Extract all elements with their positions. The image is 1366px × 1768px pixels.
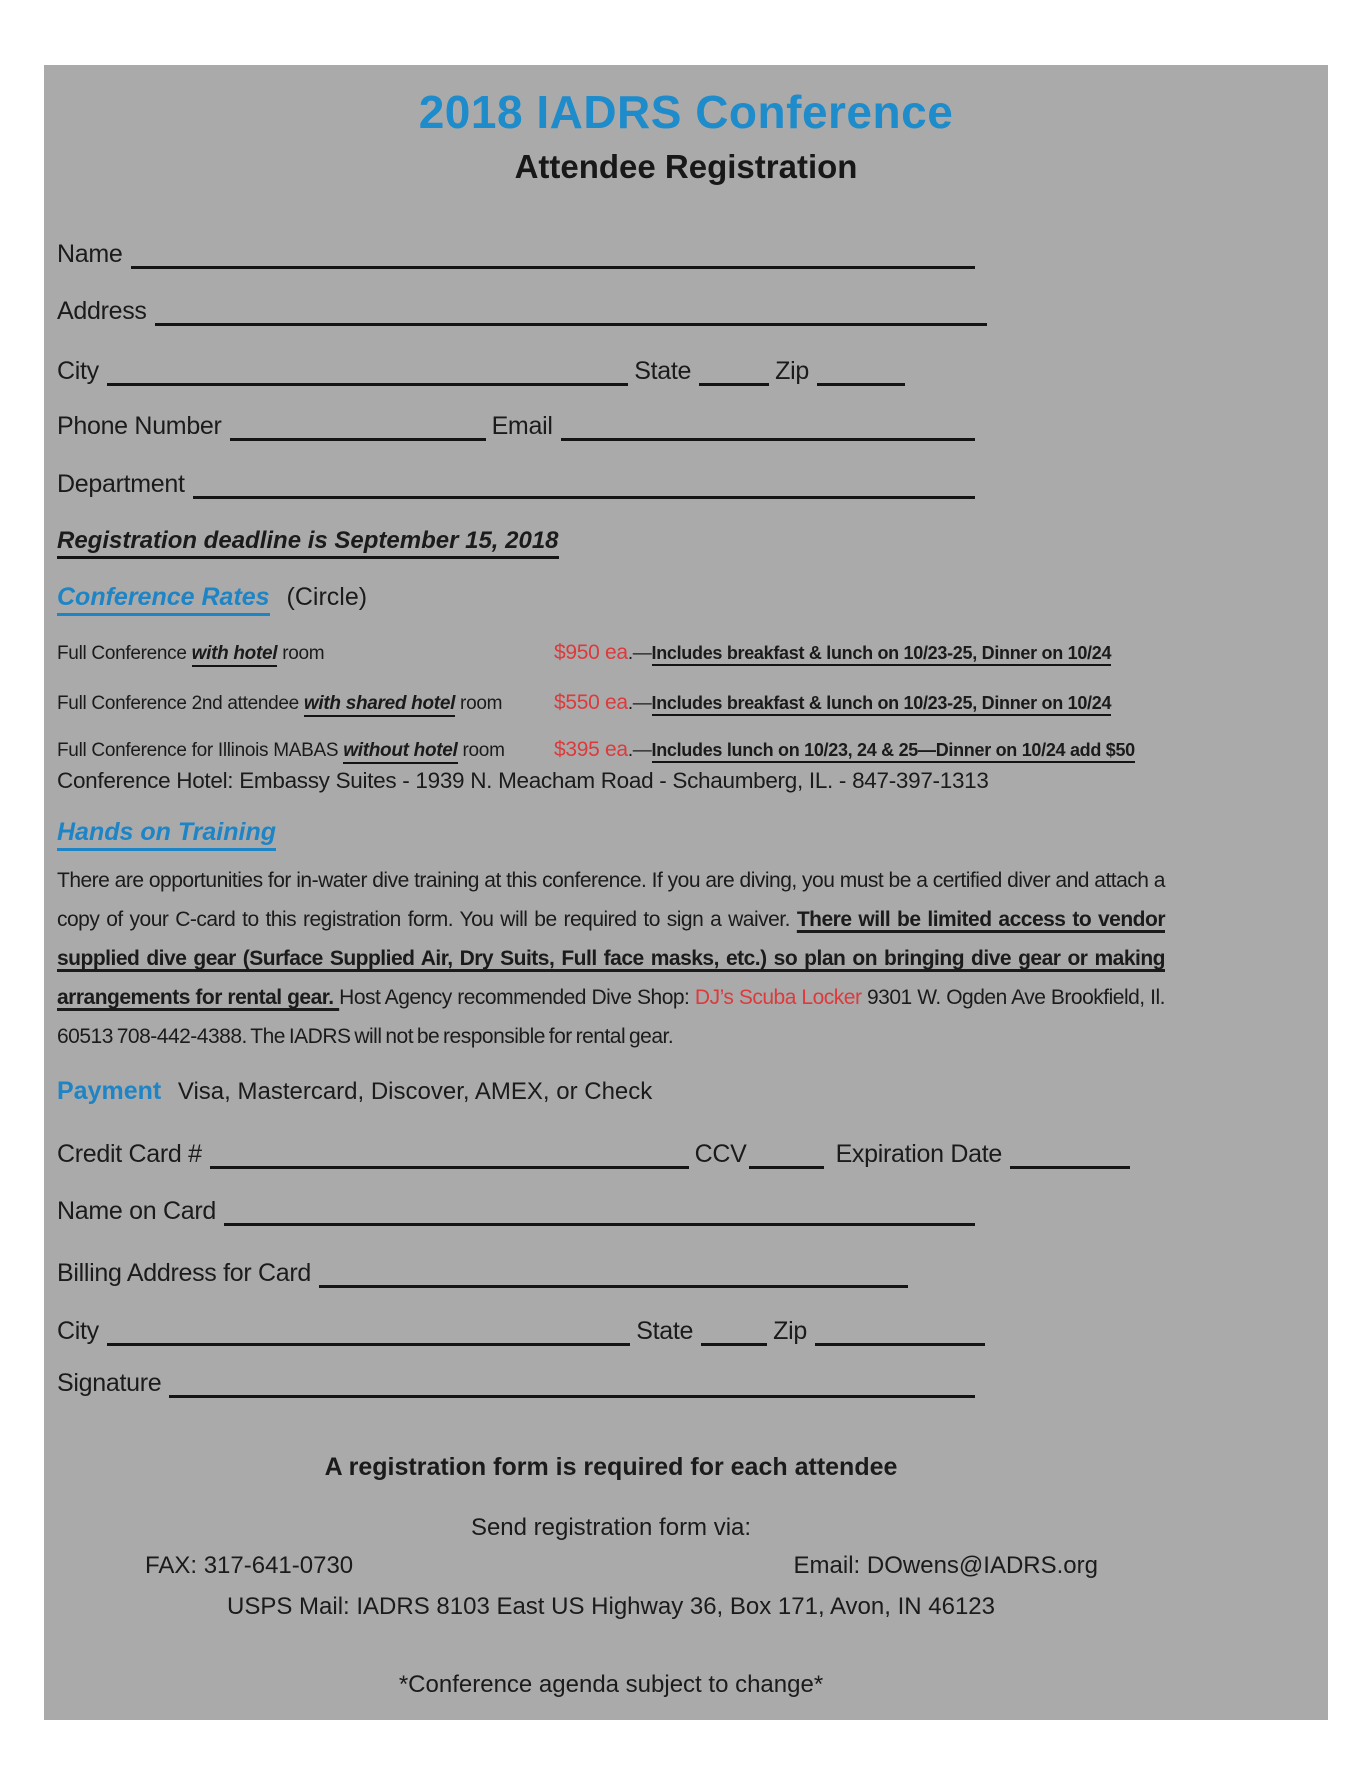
name-row — [57, 237, 975, 269]
rate-desc-text: room — [277, 643, 325, 664]
email-field-line — [561, 406, 975, 441]
zip-field-line — [817, 351, 905, 386]
rate-separator: .— — [627, 693, 652, 714]
rate-separator: .— — [627, 643, 652, 664]
rate-separator: .— — [627, 740, 652, 761]
name-field-line — [131, 234, 976, 269]
rate-inclusions: Includes lunch on 10/23, 24 & 25—Dinner on 10/24 add $50 — [652, 740, 1135, 763]
rate-desc-text: Full Conference for Illinois MABAS — [57, 740, 344, 761]
expiration-date-field-line — [1010, 1134, 1130, 1169]
billing-city-label: City — [57, 1317, 99, 1345]
payment-methods: Visa, Mastercard, Discover, AMEX, or Check — [177, 1078, 653, 1105]
credit-card-row — [57, 1137, 1130, 1169]
signature-field-line — [169, 1363, 975, 1398]
hands-on-training-heading-row — [57, 818, 276, 847]
rate-row-second-attendee — [57, 685, 1315, 715]
circle-instruction: (Circle) — [286, 583, 368, 611]
city-field-line — [107, 351, 628, 386]
city-label: City — [57, 357, 99, 385]
phone-email-row — [57, 409, 975, 441]
address-row — [57, 294, 987, 326]
billing-address-label: Billing Address for Card — [57, 1259, 312, 1287]
rate-desc-text: room — [457, 740, 505, 761]
send-via-note: Send registration form via: — [470, 1514, 752, 1541]
dive-shop-name: DJ’s Scuba Locker — [694, 986, 862, 1009]
rate-desc-text: Full Conference — [57, 643, 192, 664]
rate-price-detail — [554, 738, 1135, 762]
rate-desc-emphasis: without hotel — [343, 740, 457, 764]
rate-row-full-conference — [57, 635, 1315, 665]
deadline-text: Registration deadline is September 15, 2018 — [57, 527, 559, 559]
ccv-field-line — [749, 1134, 824, 1169]
address-field-line — [155, 291, 987, 326]
department-row — [57, 467, 975, 499]
training-text: Host Agency recommended Dive Shop: — [339, 986, 695, 1009]
usps-mail-address: USPS Mail: IADRS 8103 East US Highway 36, Box 171, Avon, IN 46123 — [227, 1593, 995, 1620]
email-label: Email — [491, 412, 553, 440]
hands-on-training-heading: Hands on Training — [57, 818, 276, 851]
rate-price: $395 ea — [554, 738, 628, 761]
address-label: Address — [57, 297, 147, 325]
payment-heading-row — [57, 1077, 652, 1106]
billing-state-label: State — [636, 1317, 694, 1345]
training-text-emphasis: There will be limited access to vendor supplied dive gear (Surface Supplied Air, Dry Suits, Full face masks, etc.) so plan on bringing dive gear or making arrangements for rental gear. — [57, 908, 1165, 1009]
name-label: Name — [57, 240, 123, 268]
fax-contact: FAX: 317-641-0730 — [145, 1552, 354, 1579]
rate-price-detail — [554, 691, 1111, 715]
billing-state-field-line — [701, 1311, 767, 1346]
rate-row-illinois-mabas — [57, 732, 1315, 762]
form-subtitle: Attendee Registration — [514, 148, 858, 185]
registration-form-page — [44, 65, 1328, 1720]
name-on-card-field-line — [224, 1191, 975, 1226]
name-on-card-row — [57, 1194, 975, 1226]
billing-city-state-zip-row — [57, 1314, 985, 1346]
department-label: Department — [57, 470, 185, 498]
rate-desc-text: room — [455, 693, 503, 714]
city-state-zip-row — [57, 354, 905, 386]
billing-zip-field-line — [815, 1311, 985, 1346]
rate-desc-emphasis: with shared hotel — [304, 693, 455, 717]
conference-rates-heading-row — [57, 583, 367, 612]
training-text: There are opportunities for in-water dive training at this conference. If you are diving, you must be a certified diver and attach a copy of your C-card to this registration form. You will be required to sign a waiver. — [57, 869, 1165, 931]
ccv-label: CCV — [694, 1140, 747, 1168]
credit-card-label: Credit Card # — [57, 1140, 202, 1168]
rate-description — [57, 643, 324, 665]
conference-hotel-info: Conference Hotel: Embassy Suites - 1939 N. Meacham Road - Schaumberg, IL. - 847-397-1313 — [57, 768, 989, 793]
registration-deadline — [57, 527, 559, 555]
rate-desc-text: Full Conference 2nd attendee — [57, 693, 304, 714]
billing-city-field-line — [107, 1311, 630, 1346]
fax-email-row — [145, 1552, 1098, 1580]
rate-price: $950 ea — [554, 641, 628, 664]
billing-address-field-line — [319, 1253, 908, 1288]
signature-label: Signature — [57, 1369, 162, 1397]
training-paragraph — [57, 861, 1165, 1056]
agenda-change-note: *Conference agenda subject to change* — [398, 1671, 824, 1698]
rate-description — [57, 740, 505, 762]
name-on-card-label: Name on Card — [57, 1197, 216, 1225]
rate-inclusions: Includes breakfast & lunch on 10/23-25, Dinner on 10/24 — [652, 643, 1112, 666]
signature-row — [57, 1366, 975, 1398]
rate-desc-emphasis: with hotel — [192, 643, 278, 667]
rate-price: $550 ea — [554, 691, 628, 714]
conference-rates-heading: Conference Rates — [57, 583, 270, 616]
credit-card-field-line — [210, 1134, 689, 1169]
rate-inclusions: Includes breakfast & lunch on 10/23-25, Dinner on 10/24 — [652, 693, 1112, 716]
billing-address-row — [57, 1256, 908, 1288]
state-label: State — [634, 357, 692, 385]
expiration-date-label: Expiration Date — [835, 1140, 1002, 1168]
phone-field-line — [230, 406, 486, 441]
state-field-line — [699, 351, 769, 386]
rate-price-detail — [554, 641, 1111, 665]
training-text: 9301 W. Ogden Ave Brookfield, Il. 60513 708-442-4388. The IADRS will not be responsible for rental gear. — [57, 986, 1165, 1048]
department-field-line — [193, 464, 975, 499]
email-contact: Email: DOwens@IADRS.org — [793, 1552, 1098, 1579]
phone-label: Phone Number — [57, 412, 222, 440]
rate-description — [57, 693, 502, 715]
per-attendee-note: A registration form is required for each attendee — [324, 1453, 898, 1481]
zip-label: Zip — [775, 357, 809, 385]
billing-zip-label: Zip — [773, 1317, 807, 1345]
form-title: 2018 IADRS Conference — [418, 86, 954, 138]
payment-heading: Payment — [57, 1077, 162, 1105]
